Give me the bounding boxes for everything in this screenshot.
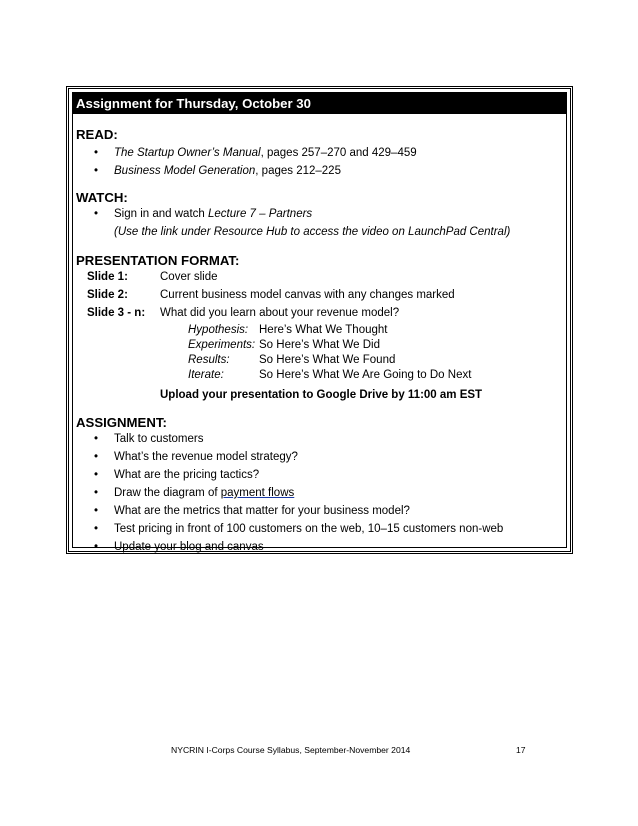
bullet-icon: •	[94, 208, 99, 220]
assignment-item: • Draw the diagram of payment flows	[94, 487, 295, 499]
slide-label: Slide 2:	[87, 289, 128, 301]
payment-flows-link[interactable]: payment flows	[220, 487, 295, 499]
bullet-icon: •	[94, 505, 99, 517]
step-text: So Here’s What We Found	[259, 354, 396, 366]
step-text: Here’s What We Thought	[259, 324, 388, 336]
watch-item: • Sign in and watch Lecture 7 – Partners	[94, 208, 313, 220]
assignment-item: • What are the metrics that matter for your business model?	[94, 505, 410, 517]
assignment-box	[66, 86, 573, 554]
step-term: Results:	[188, 354, 230, 366]
footer-text: NYCRIN I-Corps Course Syllabus, September-November 2014	[171, 745, 411, 755]
bullet-icon: •	[94, 487, 99, 499]
slide-text: Cover slide	[160, 271, 218, 283]
step-term: Iterate:	[188, 369, 224, 381]
assignment-item: • Talk to customers	[94, 433, 204, 445]
watch-note: (Use the link under Resource Hub to access the video on LaunchPad Central)	[114, 226, 511, 238]
read-item: • The Startup Owner’s Manual, pages 257–270 and 429–459	[94, 147, 417, 159]
assignment-item: • What’s the revenue model strategy?	[94, 451, 298, 463]
slide-text: Current business model canvas with any changes marked	[160, 289, 455, 301]
bullet-icon: •	[94, 523, 99, 535]
step-text: So Here’s What We Did	[259, 339, 381, 351]
upload-instruction: Upload your presentation to Google Drive by 11:00 am EST	[160, 389, 483, 401]
watch-heading: WATCH:	[76, 190, 128, 205]
bullet-icon: •	[94, 541, 99, 553]
assignment-item: • Test pricing in front of 100 customers on the web, 10–15 customers non-web	[94, 523, 504, 535]
bullet-icon: •	[94, 451, 99, 463]
assignment-box-inner	[72, 92, 567, 553]
slide-label: Slide 1:	[87, 271, 128, 283]
assignment-item: • Update your blog and canvas	[94, 541, 264, 553]
read-item: • Business Model Generation, pages 212–225	[94, 165, 341, 177]
assignment-item: • What are the pricing tactics?	[94, 469, 260, 481]
step-term: Experiments:	[188, 339, 256, 351]
step-text: So Here’s What We Are Going to Do Next	[259, 369, 472, 381]
slide-text: What did you learn about your revenue model?	[160, 307, 400, 319]
presentation-heading: PRESENTATION FORMAT:	[76, 253, 240, 268]
step-term: Hypothesis:	[188, 324, 249, 336]
assignment-heading: ASSIGNMENT:	[76, 415, 167, 430]
assignment-header: Assignment for Thursday, October 30	[73, 93, 566, 114]
bullet-icon: •	[94, 469, 99, 481]
slide-label: Slide 3 - n:	[87, 307, 146, 319]
read-heading: READ:	[76, 127, 118, 142]
bullet-icon: •	[94, 433, 99, 445]
bullet-icon: •	[94, 147, 99, 159]
page-number: 17	[516, 745, 526, 755]
bullet-icon: •	[94, 165, 99, 177]
